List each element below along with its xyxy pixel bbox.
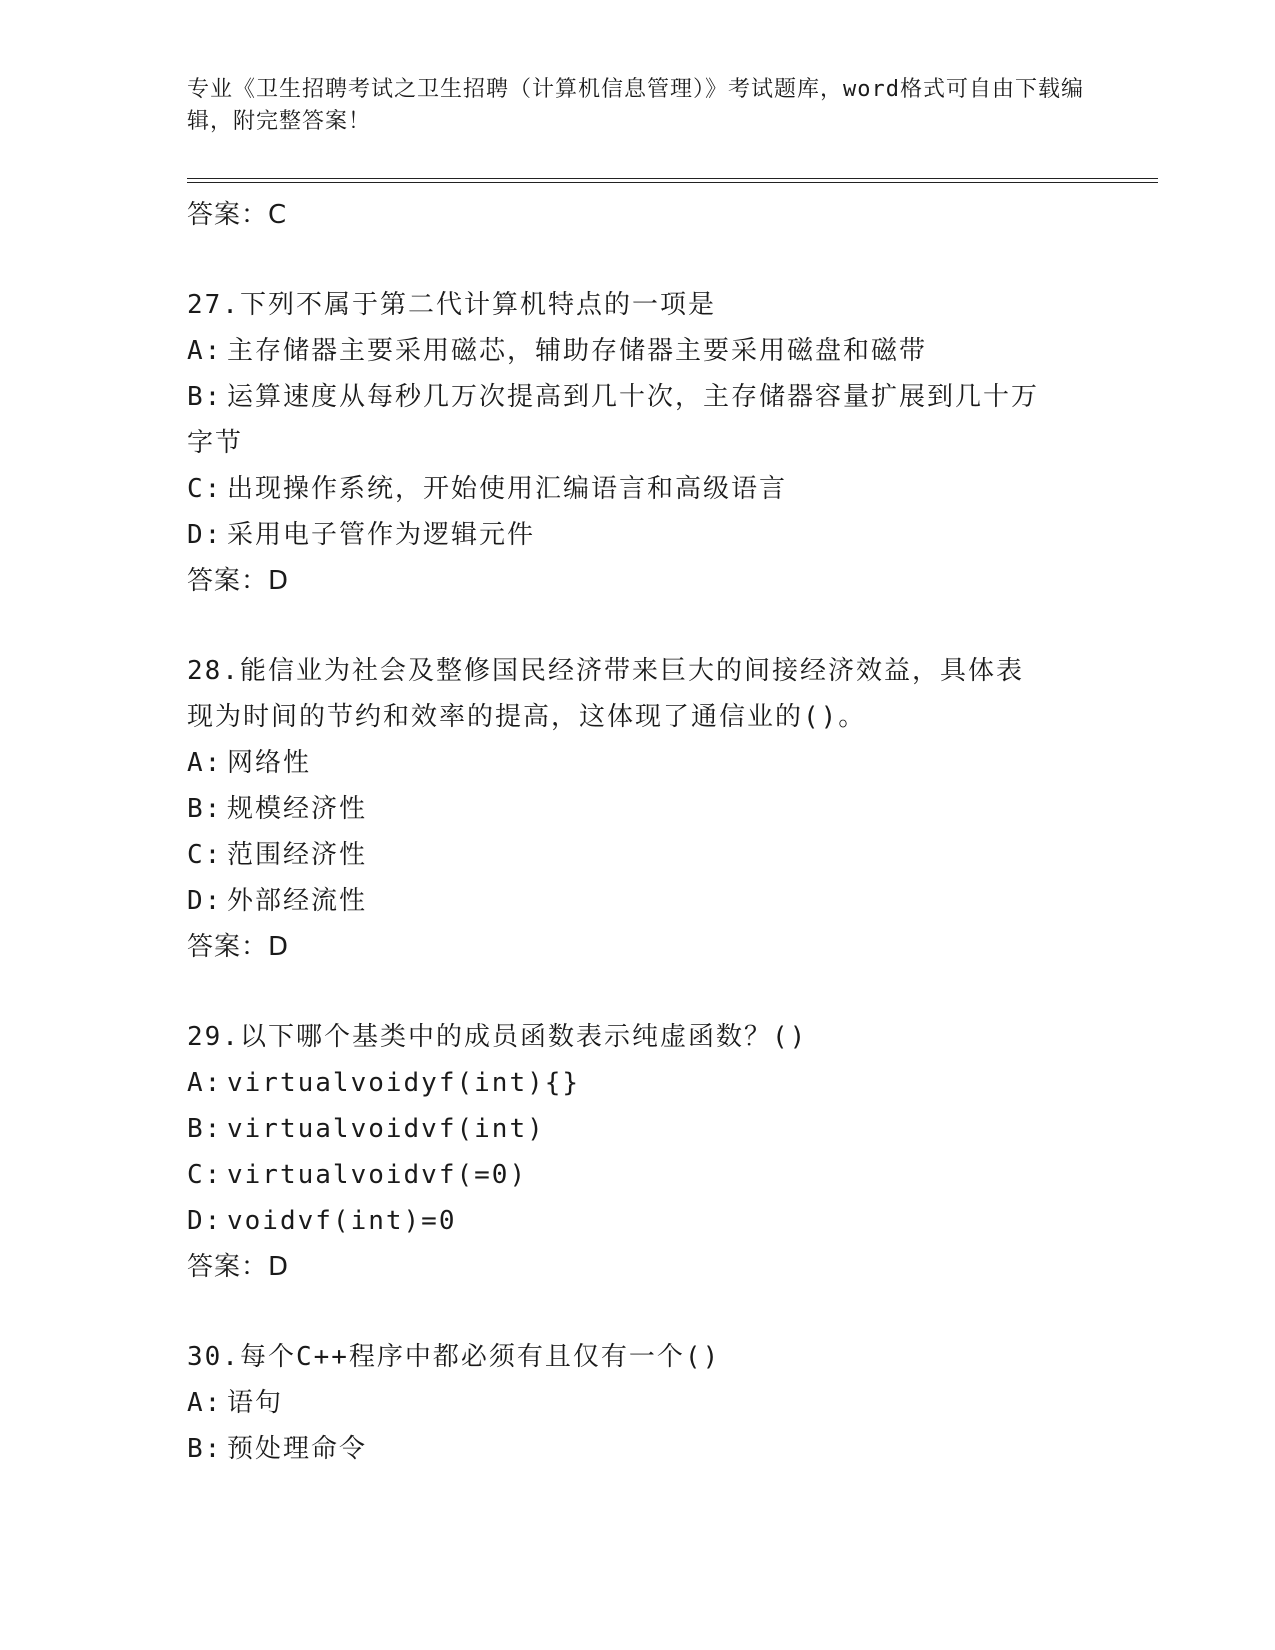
option-letter: C: xyxy=(187,1160,223,1190)
option-letter: B: xyxy=(187,794,223,824)
option-letter: A: xyxy=(187,1388,223,1418)
option-letter: B: xyxy=(187,1434,223,1464)
option-text: 预处理命令 xyxy=(227,1434,368,1464)
spacer xyxy=(187,1290,1087,1334)
question-stem: 27.下列不属于第二代计算机特点的一项是 xyxy=(187,290,716,320)
option-text: 规模经济性 xyxy=(227,794,368,824)
question-block xyxy=(187,648,1087,970)
option-text: virtualvoidvf(int) xyxy=(227,1114,545,1144)
option-letter: D: xyxy=(187,1206,223,1236)
option-text: virtualvoidvf(=0) xyxy=(227,1160,528,1190)
option-d xyxy=(187,1198,1087,1244)
option-c xyxy=(187,1152,1087,1198)
question-list xyxy=(187,192,1087,1472)
option-text: 主存储器主要采用磁芯，辅助存储器主要采用磁盘和磁带 xyxy=(227,336,928,366)
question-stem: 28.能信业为社会及整修国民经济带来巨大的间接经济效益，具体表现为时间的节约和效率的提高，这体现了通信业的()。 xyxy=(187,656,1024,732)
option-text: 范围经济性 xyxy=(227,840,368,870)
option-c xyxy=(187,832,1087,878)
option-a xyxy=(187,328,1087,374)
option-b xyxy=(187,786,1087,832)
option-d xyxy=(187,878,1087,924)
option-letter: C: xyxy=(187,474,223,504)
option-text: 网络性 xyxy=(227,748,312,778)
answer-line: 答案：D xyxy=(187,566,290,596)
answer-line: 答案：D xyxy=(187,932,290,962)
option-a xyxy=(187,1060,1087,1106)
option-letter: B: xyxy=(187,382,223,412)
option-letter: A: xyxy=(187,336,223,366)
option-letter: B: xyxy=(187,1114,223,1144)
question-block xyxy=(187,1334,1087,1472)
option-text: voidvf(int)=0 xyxy=(227,1206,457,1236)
option-letter: A: xyxy=(187,1068,223,1098)
option-b xyxy=(187,1106,1087,1152)
question-stem: 29.以下哪个基类中的成员函数表示纯虚函数？() xyxy=(187,1022,808,1052)
answer-line: 答案：C xyxy=(187,200,288,230)
option-letter: C: xyxy=(187,840,223,870)
option-a xyxy=(187,1380,1087,1426)
option-b xyxy=(187,374,1047,466)
option-b xyxy=(187,1426,1087,1472)
option-letter: A: xyxy=(187,748,223,778)
option-text: virtualvoidyf(int){} xyxy=(227,1068,581,1098)
option-a xyxy=(187,740,1087,786)
option-text: 运算速度从每秒几万次提高到几十次，主存储器容量扩展到几十万字节 xyxy=(187,382,1040,458)
header-divider xyxy=(187,178,1158,183)
option-text: 外部经流性 xyxy=(227,886,368,916)
question-stem: 30.每个C++程序中都必须有且仅有一个() xyxy=(187,1342,721,1372)
question-block xyxy=(187,1014,1087,1290)
answer-line: 答案：D xyxy=(187,1252,290,1282)
option-d xyxy=(187,512,1087,558)
spacer xyxy=(187,238,1087,282)
document-intro: 专业《卫生招聘考试之卫生招聘（计算机信息管理）》考试题库，word格式可自由下载编辑，附完整答案！ xyxy=(187,77,1084,134)
spacer xyxy=(187,970,1087,1014)
question-block xyxy=(187,282,1087,604)
option-letter: D: xyxy=(187,886,223,916)
option-text: 语句 xyxy=(227,1388,284,1418)
option-c xyxy=(187,466,1087,512)
option-text: 采用电子管作为逻辑元件 xyxy=(227,520,536,550)
spacer xyxy=(187,604,1087,648)
option-letter: D: xyxy=(187,520,223,550)
option-text: 出现操作系统，开始使用汇编语言和高级语言 xyxy=(227,474,788,504)
